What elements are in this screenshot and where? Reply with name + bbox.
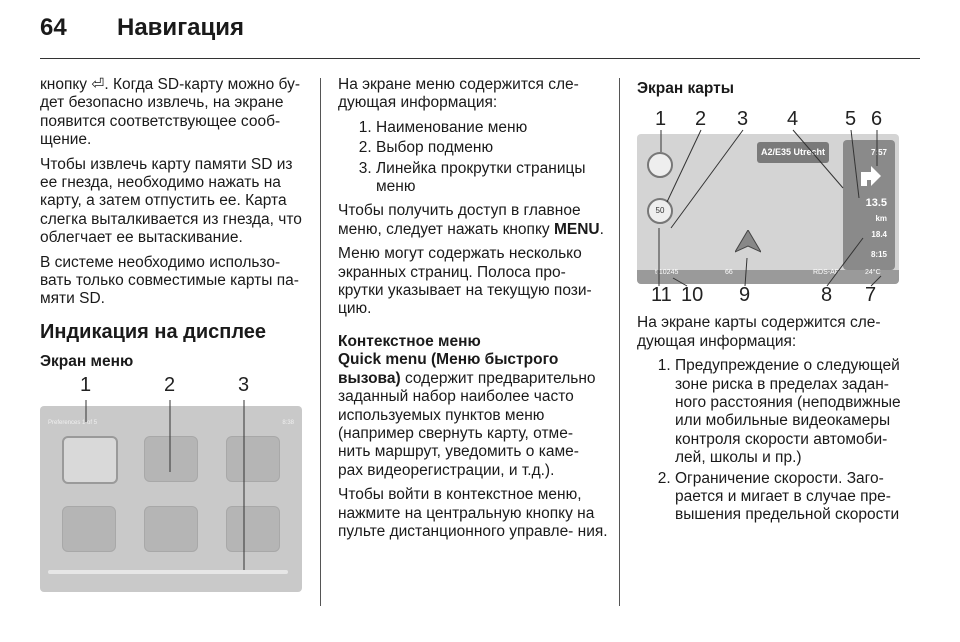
- menu-info-list: [338, 119, 608, 197]
- map-temperature: 24°C: [865, 269, 881, 276]
- map-distance: 13.5: [865, 197, 887, 210]
- callout-6: 6: [871, 108, 883, 131]
- map-speed-limit-sign: 50: [647, 198, 673, 224]
- page-header: [40, 14, 920, 48]
- paragraph-sd-removal: кнопку ⏎. Когда SD-карту можно бу- дет безопасно извлечь, на экране появится соответствующее сооб- щение.: [40, 76, 300, 149]
- callout-2: 2: [695, 108, 707, 131]
- map-info-list: [637, 357, 903, 525]
- map-odometer: t 10245: [655, 269, 679, 276]
- sub-heading-menu-screen: Экран меню: [40, 353, 134, 371]
- page-number: 64: [40, 14, 67, 41]
- paragraph-map-intro: На экране карты содержится сле- дующая информация:: [637, 314, 881, 350]
- callout-5: 5: [845, 108, 857, 131]
- menu-screen-time: 8:38: [282, 419, 294, 426]
- quick-menu-label: Quick menu (Меню быстрого вызова): [338, 351, 559, 387]
- main-menu-text: Чтобы получить доступ в главное меню, следует нажать кнопку: [338, 202, 581, 238]
- callout-3: 3: [238, 373, 250, 396]
- column-3: [637, 76, 903, 531]
- menu-screen-figure: [40, 373, 302, 592]
- callout-7: 7: [865, 284, 877, 307]
- list-item: 1. Наименование меню: [376, 119, 608, 137]
- quick-menu-text: содержит предварительно заданный набор наиболее часто используемых пунктов меню (например свернуть карту, отме- нить маршрут, уведомить о каме- рах видеорегистрации, и т.д.).: [338, 369, 596, 479]
- column-divider-2: [619, 78, 620, 606]
- callout-1: 1: [655, 108, 667, 131]
- map-road-label: A2/E35 Utrecht: [757, 142, 829, 162]
- paragraph-enter-context: Чтобы войти в контекстное меню, нажмите на центральную кнопку на пульте дистанционного управле- ния.: [338, 486, 608, 540]
- sub-heading-context-menu: Контекстное меню: [338, 332, 481, 350]
- list-item: 1. Предупреждение о следующей зоне риска в пределах задан- ного расстояния (неподвижные или мобильные видеокамеры контроля скорости автомоби- лей, школы и пр.): [675, 357, 903, 467]
- map-speed: 66: [725, 269, 733, 276]
- chapter-title: Навигация: [117, 14, 245, 41]
- column-2: [338, 76, 608, 547]
- callout-2: 2: [164, 373, 176, 396]
- callout-1: 1: [80, 373, 92, 396]
- menu-key-label: MENU: [553, 220, 600, 238]
- map-rds: RDS-AF: [813, 269, 840, 276]
- paragraph-menu-intro: На экране меню содержится сле- дующая информация:: [338, 76, 579, 112]
- menu-callout-lines: [40, 382, 302, 592]
- header-rule: [40, 58, 920, 59]
- callout-10: 10: [681, 284, 704, 307]
- map-arrival-time: 8:15: [870, 250, 887, 260]
- list-item: 2. Ограничение скорости. Заго- рается и мигает в случае пре- вышения предельной скорости: [675, 470, 903, 525]
- paragraph-sd-eject: Чтобы извлечь карту памяти SD из ее гнезда, необходимо нажать на карту, а затем отпустить ее. Карта слегка выталкивается из гнезда, что облегчает ее вытаскивание.: [40, 155, 302, 247]
- map-distance-unit: km: [875, 214, 887, 224]
- list-item: 2. Выбор подменю: [376, 139, 608, 157]
- callout-11: 11: [651, 284, 672, 307]
- callout-9: 9: [739, 284, 751, 307]
- sub-heading-map-screen: Экран карты: [637, 80, 735, 97]
- list-item: 3. Линейка прокрутки страницы меню: [376, 160, 608, 197]
- callout-4: 4: [787, 108, 799, 131]
- map-screen-figure: [637, 108, 899, 308]
- column-1: [40, 76, 308, 592]
- paragraph-main-menu: [338, 202, 608, 239]
- map-callout-lines: [637, 108, 899, 308]
- callout-8: 8: [821, 284, 833, 307]
- paragraph-quick-menu: [338, 351, 608, 480]
- main-menu-end: .: [599, 220, 604, 238]
- column-divider-1: [320, 78, 321, 606]
- section-heading-display: Индикация на дисплее: [40, 320, 267, 343]
- paragraph-menu-pages: Меню могут содержать несколько экранных страниц. Полоса про- крутки указывает на текущую пози- цию.: [338, 245, 592, 318]
- menu-screen-title: Preferences 1 of 5: [48, 419, 98, 426]
- callout-3: 3: [737, 108, 749, 131]
- paragraph-sd-compatible: В системе необходимо использо- вать только совместимые карты па- мяти SD.: [40, 253, 299, 308]
- map-time: 7:57: [870, 148, 887, 158]
- map-remaining-distance: 18.4: [871, 230, 887, 240]
